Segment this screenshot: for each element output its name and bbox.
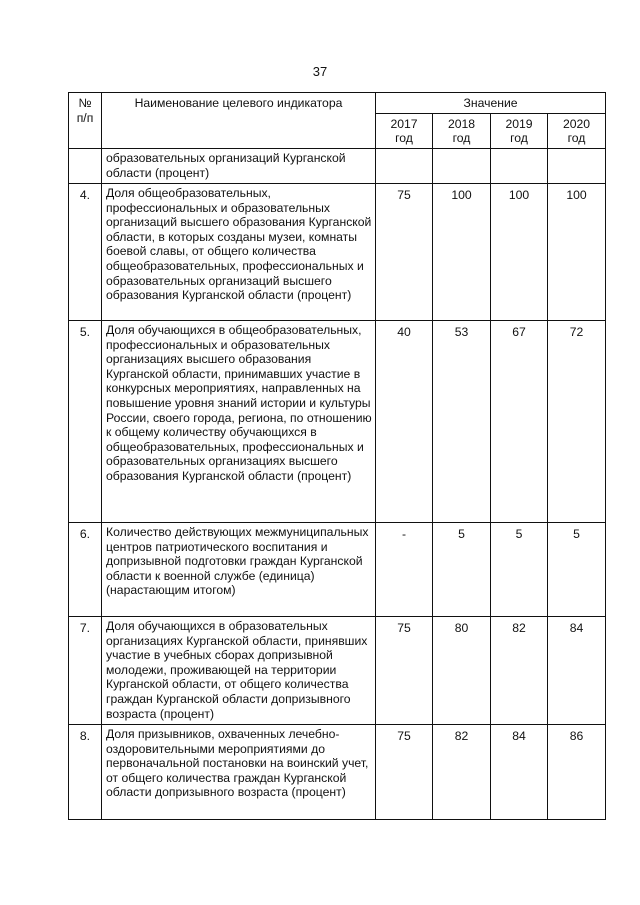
row-number: 6.	[69, 523, 102, 617]
header-number-label: № п/п	[76, 96, 94, 125]
row-indicator-name: Доля общеобразовательных, профессиональных и образовательных организаций высшего образования Курганской области, в которых созданы музеи, комнаты боевой славы, от общего количества общеобразовательных, профессиональных и образовательных организаций высшего образования Курганской области (процент)	[102, 184, 376, 321]
row-number: 8.	[69, 725, 102, 820]
row-indicator-name: Количество действующих межмуниципальных центров патриотического воспитания и допризывной подготовки граждан Курганской области к военной службе (единица) (нарастающим итогом)	[102, 523, 376, 617]
header-year-label: 2018 год	[447, 117, 476, 145]
row-indicator-name: Доля обучающихся в общеобразовательных, профессиональных и образовательных организациях высшего образования Курганской области, принимавших участие в конкурсных мероприятиях, направленных на повышение уровня знаний истории и культуры России, своего города, региона, по отношению к общему количеству обучающихся в общеобразовательных, профессиональных и образовательных организациях высшего образования Курганской области (процент)	[102, 321, 376, 523]
header-year-2020	[548, 114, 606, 149]
page-number: 37	[312, 64, 328, 79]
header-number	[69, 93, 102, 149]
row-value-2020: 100	[548, 184, 606, 321]
header-year-2019	[491, 114, 548, 149]
table-header	[69, 93, 606, 149]
row-number: 5.	[69, 321, 102, 523]
row-value-2017	[376, 149, 433, 184]
table-row	[69, 725, 606, 820]
header-year-label: 2020 год	[562, 117, 591, 145]
row-value-2017: 75	[376, 725, 433, 820]
row-value-2019: 82	[491, 617, 548, 725]
row-value-2019: 5	[491, 523, 548, 617]
row-value-2018: 82	[433, 725, 491, 820]
row-value-2019: 100	[491, 184, 548, 321]
row-value-2018	[433, 149, 491, 184]
header-year-2018	[433, 114, 491, 149]
row-value-2018: 5	[433, 523, 491, 617]
row-value-2019: 67	[491, 321, 548, 523]
table-body	[69, 149, 606, 820]
table-row	[69, 149, 606, 184]
header-value	[376, 93, 606, 114]
table-row	[69, 184, 606, 321]
row-value-2020	[548, 149, 606, 184]
header-year-label: 2019 год	[505, 117, 533, 145]
indicators-table	[68, 92, 606, 820]
row-value-2018: 100	[433, 184, 491, 321]
row-value-2020: 5	[548, 523, 606, 617]
row-value-2019: 84	[491, 725, 548, 820]
header-value-label: Значение	[463, 95, 518, 110]
row-value-2017: 75	[376, 184, 433, 321]
row-value-2018: 80	[433, 617, 491, 725]
header-year-label: 2017 год	[390, 117, 418, 145]
table-row	[69, 617, 606, 725]
header-year-2017	[376, 114, 433, 149]
row-indicator-name: Доля призывников, охваченных лечебно-оздоровительными мероприятиями до первоначальной постановки на воинский учет, от общего количества граждан Курганской области допризывного возраста (процент)	[102, 725, 376, 820]
row-value-2019	[491, 149, 548, 184]
row-value-2017: -	[376, 523, 433, 617]
table-row	[69, 523, 606, 617]
row-value-2020: 86	[548, 725, 606, 820]
header-indicator-name	[102, 93, 376, 149]
row-number	[69, 149, 102, 184]
row-value-2017: 75	[376, 617, 433, 725]
row-value-2017: 40	[376, 321, 433, 523]
row-number: 4.	[69, 184, 102, 321]
row-value-2020: 84	[548, 617, 606, 725]
row-value-2020: 72	[548, 321, 606, 523]
header-indicator-name-label: Наименование целевого индикатора	[134, 96, 343, 110]
row-number: 7.	[69, 617, 102, 725]
table-row	[69, 321, 606, 523]
row-indicator-name: Доля обучающихся в образовательных организациях Курганской области, принявших участие в учебных сборах допризывной молодежи, проживающей на территории Курганской области, от общего количества граждан Курганской области допризывного возраста (процент)	[102, 617, 376, 725]
row-indicator-name: образовательных организаций Курганской области (процент)	[102, 149, 376, 184]
row-value-2018: 53	[433, 321, 491, 523]
